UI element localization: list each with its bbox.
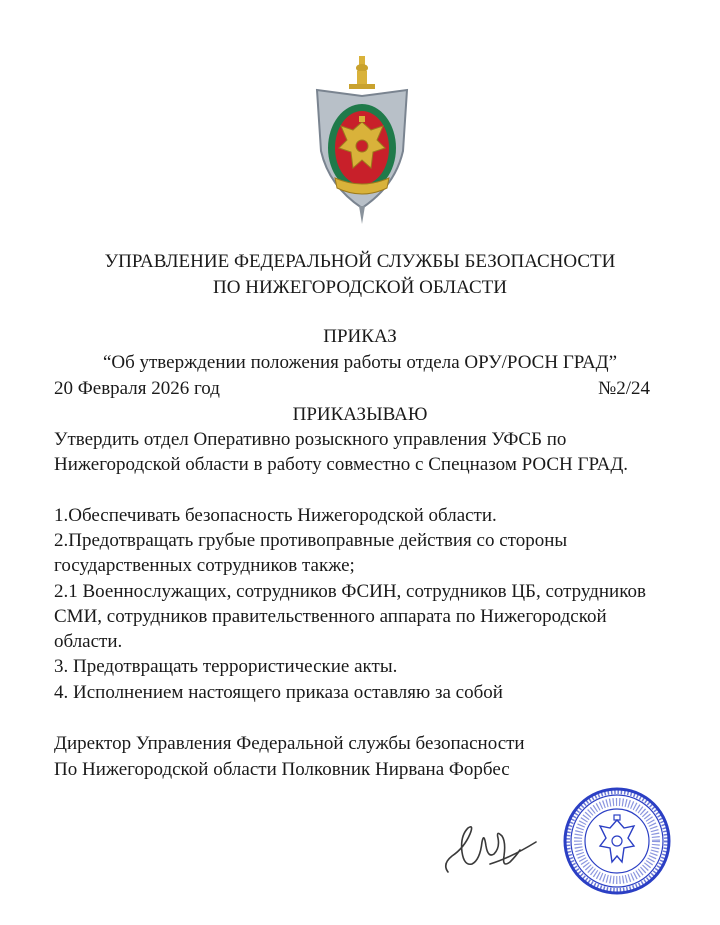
order-item-1: 1.Обеспечивать безопасность Нижегородской области. (54, 505, 497, 526)
order-item-2-1-line1: 2.1 Военнослужащих, сотрудников ФСИН, сотрудников ЦБ, сотрудников (54, 581, 646, 602)
order-title: ПРИКАЗ (323, 326, 397, 347)
handwritten-signature-icon (440, 812, 540, 882)
signatory-line2: По Нижегородской области Полковник Нирвана Форбес (54, 759, 510, 780)
agency-title-line1: УПРАВЛЕНИЕ ФЕДЕРАЛЬНОЙ СЛУЖБЫ БЕЗОПАСНОСТИ (104, 251, 616, 272)
order-item-4: 4. Исполнением настоящего приказа оставляю за собой (54, 682, 503, 703)
order-command: ПРИКАЗЫВАЮ (292, 404, 428, 425)
order-number: №2/24 (598, 378, 650, 399)
order-item-2-line2: государственных сотрудников также; (54, 555, 355, 576)
order-intro-line2: Нижегородской области в работу совместно с Спецназом РОСН ГРАД. (54, 454, 629, 475)
order-item-2-1-line3: области. (54, 631, 123, 652)
order-date: 20 Февраля 2026 год (54, 378, 220, 399)
order-item-3: 3. Предотвращать террористические акты. (54, 656, 398, 677)
fsb-emblem-icon (313, 56, 411, 226)
order-intro-line1: Утвердить отдел Оперативно розыскного управления УФСБ по (54, 429, 567, 450)
order-item-2-1-line2: СМИ, сотрудников правительственного аппарата по Нижегородской (54, 606, 607, 627)
official-seal-icon (562, 786, 672, 896)
order-item-2-line1: 2.Предотвращать грубые противоправные действия со стороны (54, 530, 568, 551)
signatory-line1: Директор Управления Федеральной службы безопасности (54, 733, 525, 754)
order-subject: “Об утверждении положения работы отдела ОРУ/РОСН ГРАД” (102, 352, 618, 373)
agency-title-line2: ПО НИЖЕГОРОДСКОЙ ОБЛАСТИ (213, 277, 507, 298)
